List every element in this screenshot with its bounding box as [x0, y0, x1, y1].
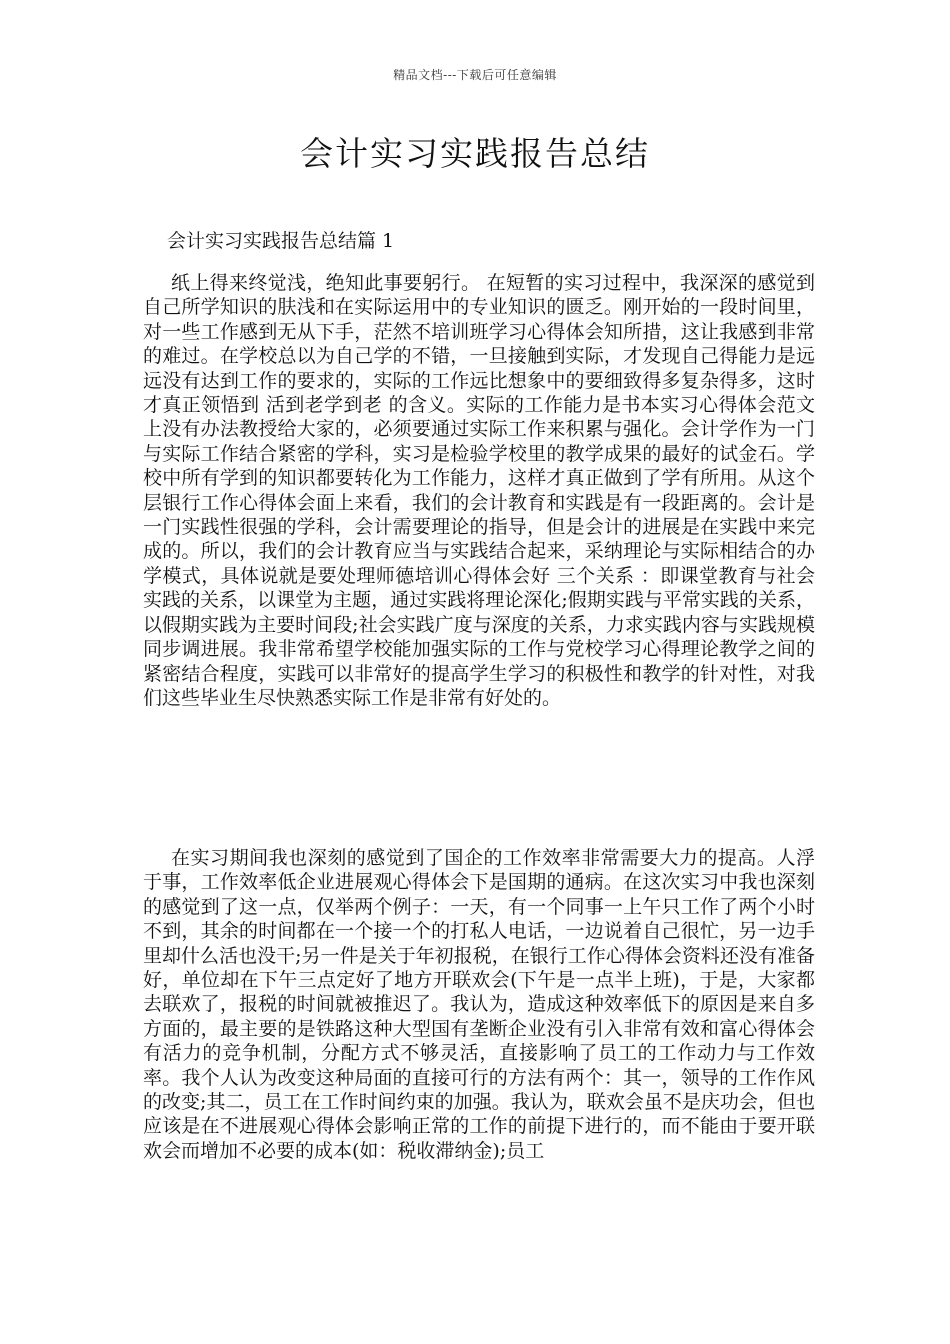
body-paragraph: 在实习期间我也深刻的感觉到了国企的工作效率非常需要大力的提高。人浮于事，工作效率低企业进展观心得体会下是国期的通病。在这次实习中我也深刻的感觉到了这一点，仅举两个例子：一天，有一个同事一上午只工作了两个小时不到，其余的时间都在一个接一个的打私人电话，一边说着自己很忙，另一边手里却什么活也没干;另一件是关于年初报税，在银行工作心得体会资料还没有准备好，单位却在下午三点定好了地方开联欢会(下午是一点半上班)，于是，大家都去联欢了，报税的时间就被推迟了。我认为，造成这种效率低下的原因是来自多方面的，最主要的是铁路这种大型国有垄断企业没有引入非常有效和富心得体会有活力的竞争机制，分配方式不够灵活，直接影响了员工的工作动力与工作效率。我个人认为改变这种局面的直接可行的方法有两个：其一，领导的工作作风的改变;其二，员工在工作时间约束的加强。我认为，联欢会虽不是庆功会，但也应该是在不进展观心得体会影响正常的工作的前提下进行的，而不能由于要开联欢会而增加不必要的成本(如：税收滞纳金);员工: [143, 847, 815, 1162]
body-paragraph: 纸上得来终觉浅，绝知此事要躬行。 在短暂的实习过程中，我深深的感觉到自己所学知识的肤浅和在实际运用中的专业知识的匮乏。刚开始的一段时间里，对一些工作感到无从下手，茫然不培训班学习心得体会知所措，这让我感到非常的难过。在学校总以为自己学的不错，一旦接触到实际，才发现自己得能力是远远没有达到工作的要求的，实际的工作远比想象中的要细致得多复杂得多，这时才真正领悟到 活到老学到老 的含义。实际的工作能力是书本实习心得体会范文上没有办法教授给大家的，必须要通过实际工作来积累与强化。会计学作为一门与实际工作结合紧密的学科，实习是检验学校里的教学成果的最好的试金石。学校中所有学到的知识都要转化为工作能力，这样才真正做到了学有所用。从这个层银行工作心得体会面上来看，我们的会计教育和实践是有一段距离的。会计是一门实践性很强的学科，会计需要理论的指导，但是会计的进展是在实践中来完成的。所以，我们的会计教育应当与实践结合起来，采纳理论与实际相结合的办学模式，具体说就是要处理师德培训心得体会好 三个关系 ：即课堂教育与社会实践的关系，以课堂为主题，通过实践将理论深化;假期实践与平常实践的关系，以假期实践为主要时间段;社会实践广度与深度的关系，力求实践内容与实践规模同步调进展。我非常希望学校能加强实际的工作与党校学习心得理论教学之间的紧密结合程度，实践可以非常好的提高学生学习的积极性和教学的针对性，对我们这些毕业生尽快熟悉实际工作是非常有好处的。: [143, 272, 815, 709]
header-note: 精品文档---下载后可任意编辑: [393, 68, 557, 82]
document-title: 会计实习实践报告总结: [300, 134, 650, 173]
section-heading: 会计实习实践报告总结篇 1: [167, 230, 395, 252]
